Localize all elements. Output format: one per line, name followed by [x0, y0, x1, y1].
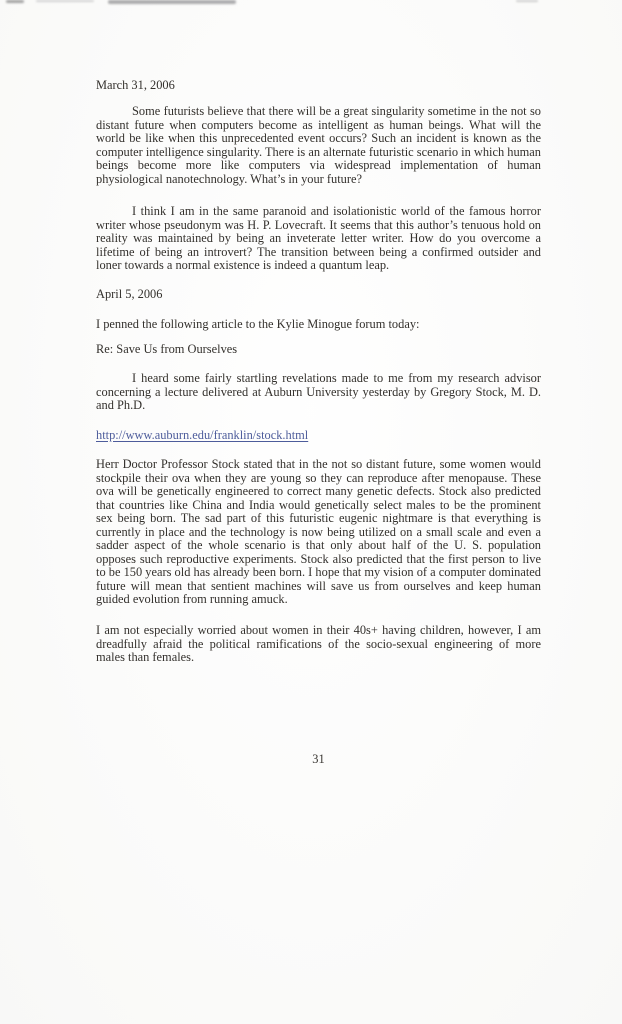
auburn-stock-link[interactable]: http://www.auburn.edu/franklin/stock.html: [96, 428, 309, 442]
scan-edge-artifact: [36, 0, 94, 2]
scan-edge-artifact: [6, 0, 24, 3]
scan-edge-artifact: [516, 0, 538, 2]
paragraph-singularity: Some futurists believe that there will be a great singularity sometime in the not so distant future when computers become as intelligent as human beings. What will the world be like when this unprecedented event occurs? Such an incident is known as the computer intelligence singularity. There is an alternate futuristic scenario in which human beings become more like computers via widespread implementation of human physiological nanotechnology. What’s in your future?: [96, 104, 541, 186]
page-number: 31: [312, 752, 325, 766]
paragraph-research-advisor: I heard some fairly startling revelations made to me from my research advisor concerning a lecture delivered at Auburn University yesterday by Gregory Stock, M. D. and Ph.D.: [96, 371, 541, 412]
forum-subject-line: Re: Save Us from Ourselves: [96, 342, 238, 356]
link-line: [96, 429, 541, 443]
paragraph-lovecraft: I think I am in the same paranoid and isolationistic world of the famous horror writer whose pseudonym was H. P. Lovecraft. It seems that this author’s tenuous hold on reality was maintained by being an inveterate letter writer. How do you overcome a lifetime of being an introvert? The transition between being a confirmed outsider and loner towards a normal existence is indeed a quantum leap.: [96, 204, 541, 272]
entry-date-march-31: March 31, 2006: [96, 78, 175, 92]
paragraph-conclusion: I am not especially worried about women in their 40s+ having children, however, I am dreadfully afraid the political ramifications of the socio-sexual engineering of more males than females.: [96, 623, 541, 664]
paragraph-stock-lecture: Herr Doctor Professor Stock stated that in the not so distant future, some women would stockpile their ova when they are young so they can reproduce after menopause. These ova will be genetically engineered to correct many genetic defects. Stock also predicted that countries like China and India would genetically select males to be the prominent sex being born. The sad part of this futuristic eugenic nightmare is that everything is currently in place and the technology is now being utilized on a small scale and even a sadder aspect of the whole scenario is that only about half of the U. S. population opposes such reproductive experiments. Stock also predicted that the first person to live to be 150 years old has already been born. I hope that my vision of a computer dominated future will mean that sentient machines will save us from ourselves and keep human guided evolution from running amuck.: [96, 457, 541, 606]
scan-edge-artifact: [108, 0, 236, 4]
entry-date-april-5: April 5, 2006: [96, 287, 163, 301]
paragraph-forum-intro: I penned the following article to the Kylie Minogue forum today:: [96, 317, 420, 331]
